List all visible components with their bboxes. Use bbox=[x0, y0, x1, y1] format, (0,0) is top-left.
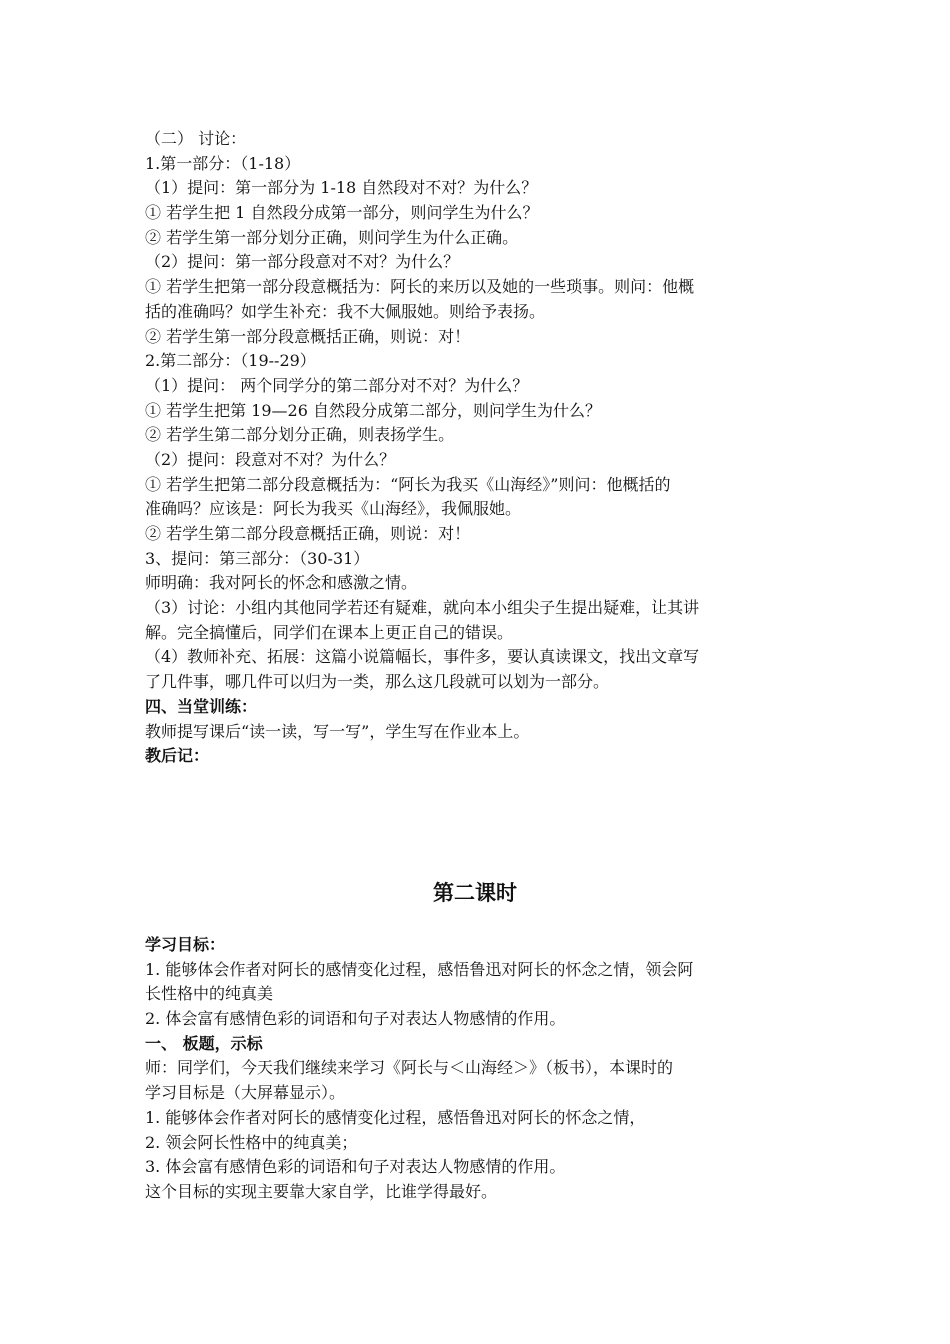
text-line: 长性格中的纯真美 bbox=[145, 984, 274, 1004]
text-line: 3. 体会富有感情色彩的词语和句子对表达人物感情的作用。 bbox=[145, 1157, 566, 1177]
text-line: （1）提问：第一部分为 1-18 自然段对不对？为什么？ bbox=[145, 178, 538, 198]
text-line: （2）提问：段意对不对？为什么？ bbox=[145, 449, 396, 469]
text-line: 1. 能够体会作者对阿长的感情变化过程，感悟鲁迅对阿长的怀念之情， bbox=[145, 1107, 646, 1127]
text-line: ② 若学生第二部分段意概括正确，则说：对！ bbox=[145, 524, 471, 543]
text-line: 解。完全搞懂后，同学们在课本上更正自己的错误。 bbox=[145, 622, 514, 642]
second-lesson-section bbox=[145, 933, 807, 1205]
text-line: 教师提写课后“读一读，写一写”，学生写在作业本上。 bbox=[145, 721, 530, 741]
text-line: ① 若学生把 1 自然段分成第一部分，则问学生为什么？ bbox=[145, 203, 539, 223]
text-line: （1）提问： 两个同学分的第二部分对不对？为什么？ bbox=[145, 375, 529, 395]
discussion-section bbox=[145, 127, 807, 769]
text-line: ① 若学生把第一部分段意概括为：阿长的来历以及她的一些琐事。则问：他概 bbox=[145, 277, 695, 297]
text-line: 3、提问：第三部分：（30-31） bbox=[145, 548, 370, 568]
text-line: 这个目标的实现主要靠大家自学，比谁学得最好。 bbox=[145, 1181, 498, 1201]
text-line: 准确吗？应该是：阿长为我买《山海经》，我佩服她。 bbox=[145, 499, 522, 519]
text-line: 1.第一部分：（1-18） bbox=[145, 153, 301, 173]
text-line: 学习目标是（大屏幕显示）。 bbox=[145, 1083, 346, 1103]
text-line: 括的准确吗？如学生补充：我不大佩服她。则给予表扬。 bbox=[145, 301, 546, 321]
text-line: 2. 体会富有感情色彩的词语和句子对表达人物感情的作用。 bbox=[145, 1009, 566, 1029]
text-line: 2. 领会阿长性格中的纯真美； bbox=[145, 1132, 358, 1152]
text-line: 师明确：我对阿长的怀念和感激之情。 bbox=[145, 573, 418, 593]
text-line: （2）提问：第一部分段意对不对？为什么？ bbox=[145, 252, 460, 272]
text-line: 了几件事，哪几件可以归为一类，那么这几段就可以划为一部分。 bbox=[145, 672, 610, 692]
text-line: 一、 板题，示标 bbox=[145, 1033, 263, 1053]
text-line: ② 若学生第一部分段意概括正确，则说：对！ bbox=[145, 326, 471, 346]
text-line: 教后记： bbox=[145, 746, 210, 766]
text-line: ① 若学生把第二部分段意概括为：“阿长为我买《山海经》”则问：他概括的 bbox=[145, 474, 671, 494]
text-line: ② 若学生第一部分划分正确，则问学生为什么正确。 bbox=[145, 227, 519, 247]
text-line: 四、当堂训练： bbox=[145, 696, 258, 716]
text-line: （二） 讨论： bbox=[145, 129, 247, 148]
text-line: 2.第二部分：（19--29） bbox=[145, 351, 316, 371]
text-line: 师：同学们，今天我们继续来学习《阿长与＜山海经＞》（板书），本课时的 bbox=[145, 1058, 674, 1078]
text-line: （4）教师补充、拓展：这篇小说篇幅长，事件多，要认真读课文，找出文章写 bbox=[145, 647, 700, 667]
text-line: （3）讨论：小组内其他同学若还有疑难，就向本小组尖子生提出疑难，让其讲 bbox=[145, 598, 700, 618]
text-line: 学习目标： bbox=[145, 935, 226, 954]
text-line: ② 若学生第二部分划分正确，则表扬学生。 bbox=[145, 425, 455, 445]
lesson-title: 第二课时 bbox=[433, 880, 517, 905]
text-line: ① 若学生把第 19—26 自然段分成第二部分，则问学生为什么？ bbox=[145, 400, 601, 420]
text-line: 1. 能够体会作者对阿长的感情变化过程，感悟鲁迅对阿长的怀念之情，领会阿 bbox=[145, 959, 694, 979]
